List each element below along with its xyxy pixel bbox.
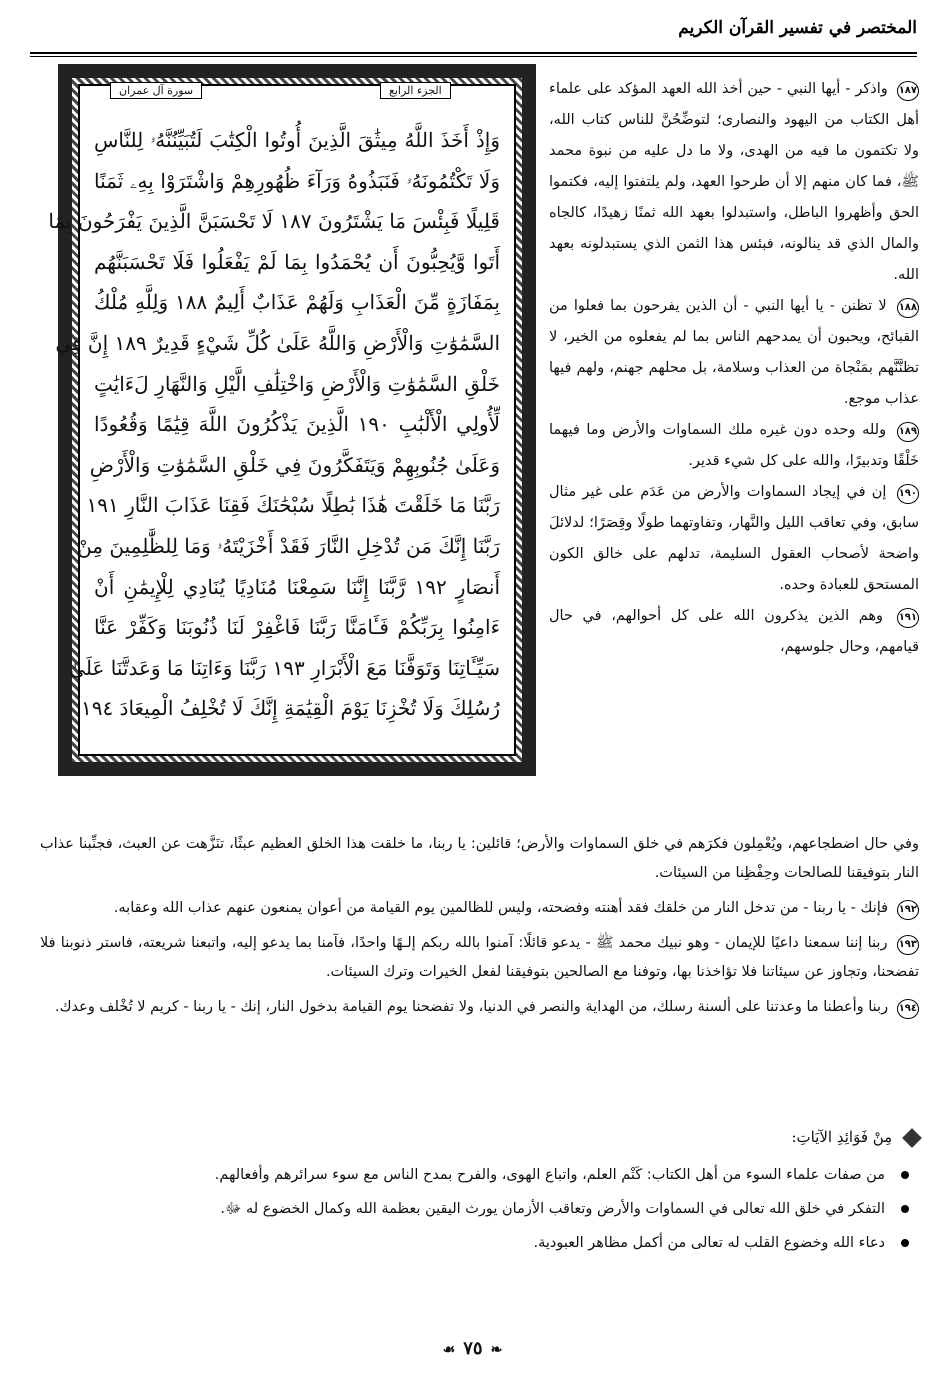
tafsir-text: ربنا وأعطنا ما وعدتنا على ألسنة رسلك، من الهداية والنصر في الدنيا، ولا تفضحنا يوم القيامة بدخول النار، إنك - يا ربنا - كريم لا تُخْلف وعدك. [55, 999, 889, 1015]
tafsir-entry [549, 291, 919, 415]
quran-line: خَلْقِ السَّمَٰوَٰتِ وَالْأَرْضِ وَاخْتِلَٰفِ الَّيْلِ وَالنَّهَارِ لَءَايَٰتٍ [94, 371, 500, 396]
quran-line: السَّمَٰوَٰتِ وَالْأَرْضِ وَاللَّهُ عَلَىٰ كُلِّ شَيْءٍ قَدِيرٌ ١٨٩ إِنَّ فِي [55, 330, 500, 355]
quran-line: لِّأُولِي الْأَلْبَٰبِ ١٩٠ الَّذِينَ يَذْكُرُونَ اللَّهَ قِيَٰمًا وَقُعُودًا [94, 412, 500, 437]
tafsir-text: واذكر - أيها النبي - حين أخذ الله العهد المؤكد على علماء أهل الكتاب من اليهود والنصارى؛ لتوضِّحُنَّ للناس كتاب الله، ولا تكتمون ما فيه من الهدى، ولا ما دل عليه من نبوة محمد ﷺ، فما كان منهم إلا أن طرحوا العهد، ولم يلتفتوا إليه، فكتموا الحق وأظهروا الباطل، واستبدلوا بعهد الله ثمنًا زهيدًا، كالجاه والمال الذي قد ينالونه، فبئس هذا الثمن الذي يستبدلونه بعهد الله. [549, 81, 919, 283]
tafsir-text: وهم الذين يذكرون الله على كل أحوالهم، في حال قيامهم، وحال جلوسهم، [549, 608, 919, 655]
juz-label: الجزء الرابع [380, 82, 451, 99]
quran-line: أَتَوا وَّيُحِبُّونَ أَن يُحْمَدُوا بِمَا لَمْ يَفْعَلُوا فَلَا تَحْسَبَنَّهُم [94, 249, 500, 274]
list-item: دعاء الله وخضوع القلب له تعالى من أكمل مظاهر العبودية. [50, 1228, 915, 1258]
list-item: التفكر في خلق الله تعالى في السماوات والأرض وتعاقب الأزمان يورث اليقين بعظمة الله وكمال الخضوع له ﷻ. [50, 1194, 915, 1224]
tafsir-text: ولله وحده دون غيره ملك السماوات والأرض وما فيهما خَلْقًا وتدبيرًا، والله على كل شيء قدير. [549, 422, 919, 469]
page-number [0, 1338, 945, 1359]
ornament-icon: ❧ [490, 1342, 503, 1358]
benefits-heading [791, 1128, 919, 1146]
quran-line: رَبَّنَا مَا خَلَقْتَ هَٰذَا بَٰطِلًا سُبْحَٰنَكَ فَقِنَا عَذَابَ النَّارِ ١٩١ [86, 493, 500, 518]
ayah-number-badge: ١٨٩ [897, 422, 919, 442]
tafsir-text: إن في إيجاد السماوات والأرض من عَدَم على غير مثال سابق، وفي تعاقب الليل والنَّهار، وتفاوتهما طولًا وقِصَرًا؛ لدلائلَ واضحة لأصحاب العقول السليمة، تدلهم على خالق الكون المستحق للعبادة وحده. [549, 484, 919, 593]
header-rule [30, 52, 917, 57]
quran-line: وَعَلَىٰ جُنُوبِهِمْ وَيَتَفَكَّرُونَ فِي خَلْقِ السَّمَٰوَٰتِ وَالْأَرْضِ [89, 452, 500, 477]
quran-text-area [48, 84, 516, 756]
ayah-number-badge: ١٩٣ [897, 935, 919, 955]
ayah-number-badge: ١٨٧ [897, 81, 919, 101]
quran-frame [48, 64, 536, 776]
ornament-icon [902, 1128, 922, 1148]
quran-line: قَلِيلًا فَبِئْسَ مَا يَشْتَرُونَ ١٨٧ لَا تَحْسَبَنَّ الَّذِينَ يَفْرَحُونَ بِمَا [48, 209, 500, 234]
tafsir-entry [40, 894, 919, 923]
book-title: المختصر في تفسير القرآن الكريم [678, 18, 917, 38]
quran-line: وَلَا تَكْتُمُونَهُۥ فَنَبَذُوهُ وَرَآءَ ظُهُورِهِمْ وَاشْتَرَوْا بِهِۦ ثَمَنًا [94, 168, 500, 193]
benefits-list [50, 1160, 915, 1262]
tafsir-text: فإنك - يا ربنا - من تدخل النار من خلقك فقد أهنته وفضحته، وليس للظالمين يوم القيامة من أعوان يمنعون عنهم عذاب الله وعقابه. [113, 900, 889, 916]
tafsir-entry [549, 74, 919, 291]
tafsir-entry [40, 929, 919, 987]
benefits-heading-text: مِنْ فَوَائِدِ الآيَاتِ: [791, 1128, 893, 1146]
tafsir-text: لا تظنن - يا أيها النبي - أن الذين يفرحون بما فعلوا من القبائح، ويحبون أن يمدحهم الناس بما لم يفعلوه من الخير، لا تظنَّنَّهم بمَنْجاة من العذاب وسلامة، بل محلهم جهنم، ولهم فيها عذاب موجع. [549, 298, 919, 407]
surah-label: سورة آل عمران [110, 82, 202, 99]
quran-line: سَيِّـَٔاتِنَا وَتَوَفَّنَا مَعَ الْأَبْرَارِ ١٩٣ رَبَّنَا وَءَاتِنَا مَا وَعَدتَّنَا عَلَىٰ [69, 655, 500, 680]
ayah-number-badge: ١٨٨ [897, 298, 919, 318]
tafsir-entry [549, 477, 919, 601]
quran-line: أَنصَارٍ ١٩٢ رَّبَّنَا إِنَّنَا سَمِعْنَا مُنَادِيًا يُنَادِي لِلْإِيمَٰنِ أَنْ [94, 574, 501, 599]
tafsir-full-width [40, 830, 919, 1028]
ayah-number-badge: ١٩٢ [897, 900, 919, 920]
tafsir-entry [40, 993, 919, 1022]
quran-line: وَإِذْ أَخَذَ اللَّهُ مِيثَٰقَ الَّذِينَ أُوتُوا الْكِتَٰبَ لَتُبَيِّنُنَّهُۥ لِلنَّاسِ [94, 128, 500, 152]
tafsir-entry [549, 601, 919, 663]
page-number-text: ٧٥ [463, 1338, 483, 1359]
ayah-number-badge: ١٩٠ [897, 484, 919, 504]
tafsir-text: وفي حال اضطجاعهم، ويُعْمِلون فكرَهم في خلق السماوات والأرض؛ قائلين: يا ربنا، ما خلقت هذا الخلق العظيم عبثًا، تنَزَّهت عن العبث، فجنِّبنا عذاب النار بتوفيقنا للصالحات وحِفْظِنا من السيئات. [40, 836, 919, 881]
quran-line: ءَامِنُوا بِرَبِّكُمْ فَـَٔامَنَّا رَبَّنَا فَاغْفِرْ لَنَا ذُنُوبَنَا وَكَفِّرْ عَنَّا [94, 615, 500, 640]
quran-line: رُسُلِكَ وَلَا تُخْزِنَا يَوْمَ الْقِيَٰمَةِ إِنَّكَ لَا تُخْلِفُ الْمِيعَادَ ١٩٤ [80, 696, 500, 721]
ornament-icon: ☙ [442, 1342, 456, 1358]
tafsir-entry [40, 830, 919, 888]
ayah-number-badge: ١٩٤ [897, 999, 919, 1019]
tafsir-text: ربنا إننا سمعنا داعيًا للإيمان - وهو نبيك محمد ﷺ - يدعو قائلًا: آمنوا بالله ربكم إلـهًا واحدًا، فآمنا بما يدعو إليه، واتبعنا شريعته، فاستر ذنوبنا فلا تفضحنا، وتجاوز عن سيئاتنا فلا تؤاخذنا بها، وتوفنا مع الصالحين بتوفيقنا لفعل الخيرات وترك السيئات. [40, 935, 919, 980]
quran-line: بِمَفَازَةٍ مِّنَ الْعَذَابِ وَلَهُمْ عَذَابٌ أَلِيمٌ ١٨٨ وَلِلَّهِ مُلْكُ [94, 290, 500, 315]
quran-line: رَبَّنَا إِنَّكَ مَن تُدْخِلِ النَّارَ فَقَدْ أَخْزَيْتَهُۥ وَمَا لِلظَّٰلِمِينَ مِنْ [77, 533, 500, 558]
ayah-number-badge: ١٩١ [897, 608, 919, 628]
tafsir-column [549, 74, 919, 663]
tafsir-entry [549, 415, 919, 477]
list-item: من صفات علماء السوء من أهل الكتاب: كَتْم العلم، واتباع الهوى، والفرح بمدح الناس مع سوء سرائرهم وأفعالهم. [50, 1160, 915, 1190]
